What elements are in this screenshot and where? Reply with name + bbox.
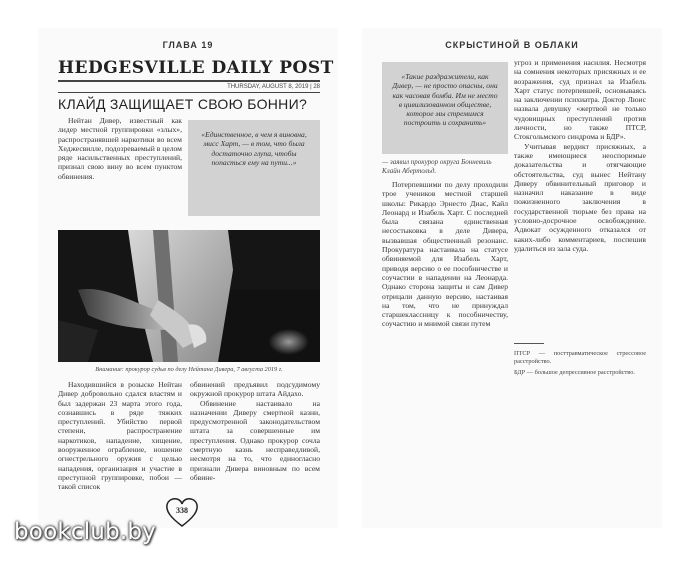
left-column-2 — [190, 380, 320, 482]
left-page — [38, 28, 338, 528]
footnote-ptsr: ПТСР — посттравматическое стрессовое расстройство. — [514, 350, 646, 365]
page-number-heart — [165, 496, 199, 528]
footnote-bdr: БДР — большое депрессивное расстройство. — [514, 369, 635, 376]
site-watermark: bookclub.by — [14, 519, 156, 545]
right-pull-quote-box — [382, 62, 508, 154]
left-col2-text-2: Обвинение настаивало на назначении Диверу смертной казни, предусмотренной законодательством штата за совершенные им преступления. Однако прокурор сочла смертную казнь несправедливой, несмотря на то, что единогласно признали Дивера виновным по всем обвине- — [190, 398, 320, 482]
right-column-1 — [382, 180, 508, 329]
right-col2-text-1: угроз и применения насилия. Несмотря на сомнения некоторых присяжных и ее возражения, суд признал за Изабель Харт статус потерпевшей, основываясь на заключении психиатра. Доктор Люис назвала девушку «жертвой не только чудовищных преступлений против личности, но также ПТСР, Стокгольмского синдрома и БДР». — [514, 58, 646, 142]
courtroom-photo — [58, 230, 320, 362]
photo-caption: Внимание: прокурор судья по делу Нейтана Дивера, 7 августа 2019 г. — [95, 366, 283, 373]
newspaper-masthead: HEDGESVILLE DAILY POST — [58, 58, 334, 78]
footnote-divider — [514, 343, 544, 344]
right-running-head: СКРЫСТИНОЙ В ОБЛАКИ — [445, 40, 579, 50]
intro-text: Нейтан Дивер, известный как лидер местной группировки «злых», распространявшей наркотики во всем Хеджесвилле, подозреваемый в целом ряде насильственных преступлений, признал свою вину во всем пунктом обвинения. — [58, 116, 182, 181]
left-col2-text-1: обвинений предъявил подсудимому окружной прокурор штата Айдахо. — [190, 380, 320, 399]
photo-image — [58, 230, 320, 362]
quote-attribution: — заявил прокурор округа Бонневиль Клайн Абертольд. — [382, 158, 492, 175]
pull-quote-box — [188, 120, 320, 216]
right-col2-text-2: Учитывая вердикт присяжных, а также имеющиеся неоспоримые доказательства и отягчающие обстоятельства, суд вынес Нейтану Диверу обвинительный приговор и назначил наказание в виде пожизненного заключения в государственной тюрьме без права на условно-досрочное освобождение. Адвокат осужденного отказался от каких-либо комментариев, поспешив удалиться из зала суда. — [514, 141, 646, 253]
newspaper-dateline: THURSDAY, AUGUST 8, 2019 | 28 — [58, 80, 320, 93]
right-col1-text: Потерпевшими по делу проходили трое учеников местной старшей школы: Рикардо Эрнесто Диас, Кайл Леонард и Изабель Харт. С последней была связана единственная несостыковка в деле Дивера, вызвавшая общественный резонанс. Прокуратура настаивала на статусе обвиняемой для Изабель Харт, приводя версию о ее пособничестве и соучастии в нападении на Леонарда. Однако сторона защиты и сам Дивер отрицали данную версию, настаивая на том, что не принуждал старшеклассницу к пособничеству, соучастию и мнимой связи путем — [382, 180, 508, 329]
right-pull-quote-text: «Такие раздражители, как Дивер, — не просто опасны, они как часовая бомба. Им не место в цивилизованном обществе, которое мы стремимся построить и сохранить» — [392, 72, 498, 128]
left-column-1 — [58, 380, 182, 492]
left-col1-text: Находившийся в розыске Нейтан Дивер добровольно сдался властям и был задержан 23 марта этого года, сознавшись в ряде тяжких преступлений. Убийство первой степени, распространение наркотиков, нападение, хищение, вооруженное ограбление, ношение огнестрельного оружия с целью нападения, организация и участие в преступной группировке, побои — такой список — [58, 380, 182, 492]
right-column-2 — [514, 58, 646, 253]
left-running-head: ГЛАВА 19 — [162, 40, 214, 50]
right-page — [362, 28, 662, 528]
intro-paragraph — [58, 116, 182, 181]
footnotes — [514, 350, 646, 380]
page-number: 338 — [176, 506, 188, 515]
pull-quote-text: «Единственное, в чем я виновна, мисс Харт, — в том, что была достаточно глупа, чтобы попасться ему на пути...» — [201, 130, 307, 167]
article-headline: КЛАЙД ЗАЩИЩАЕТ СВОЮ БОННИ? — [58, 96, 308, 112]
